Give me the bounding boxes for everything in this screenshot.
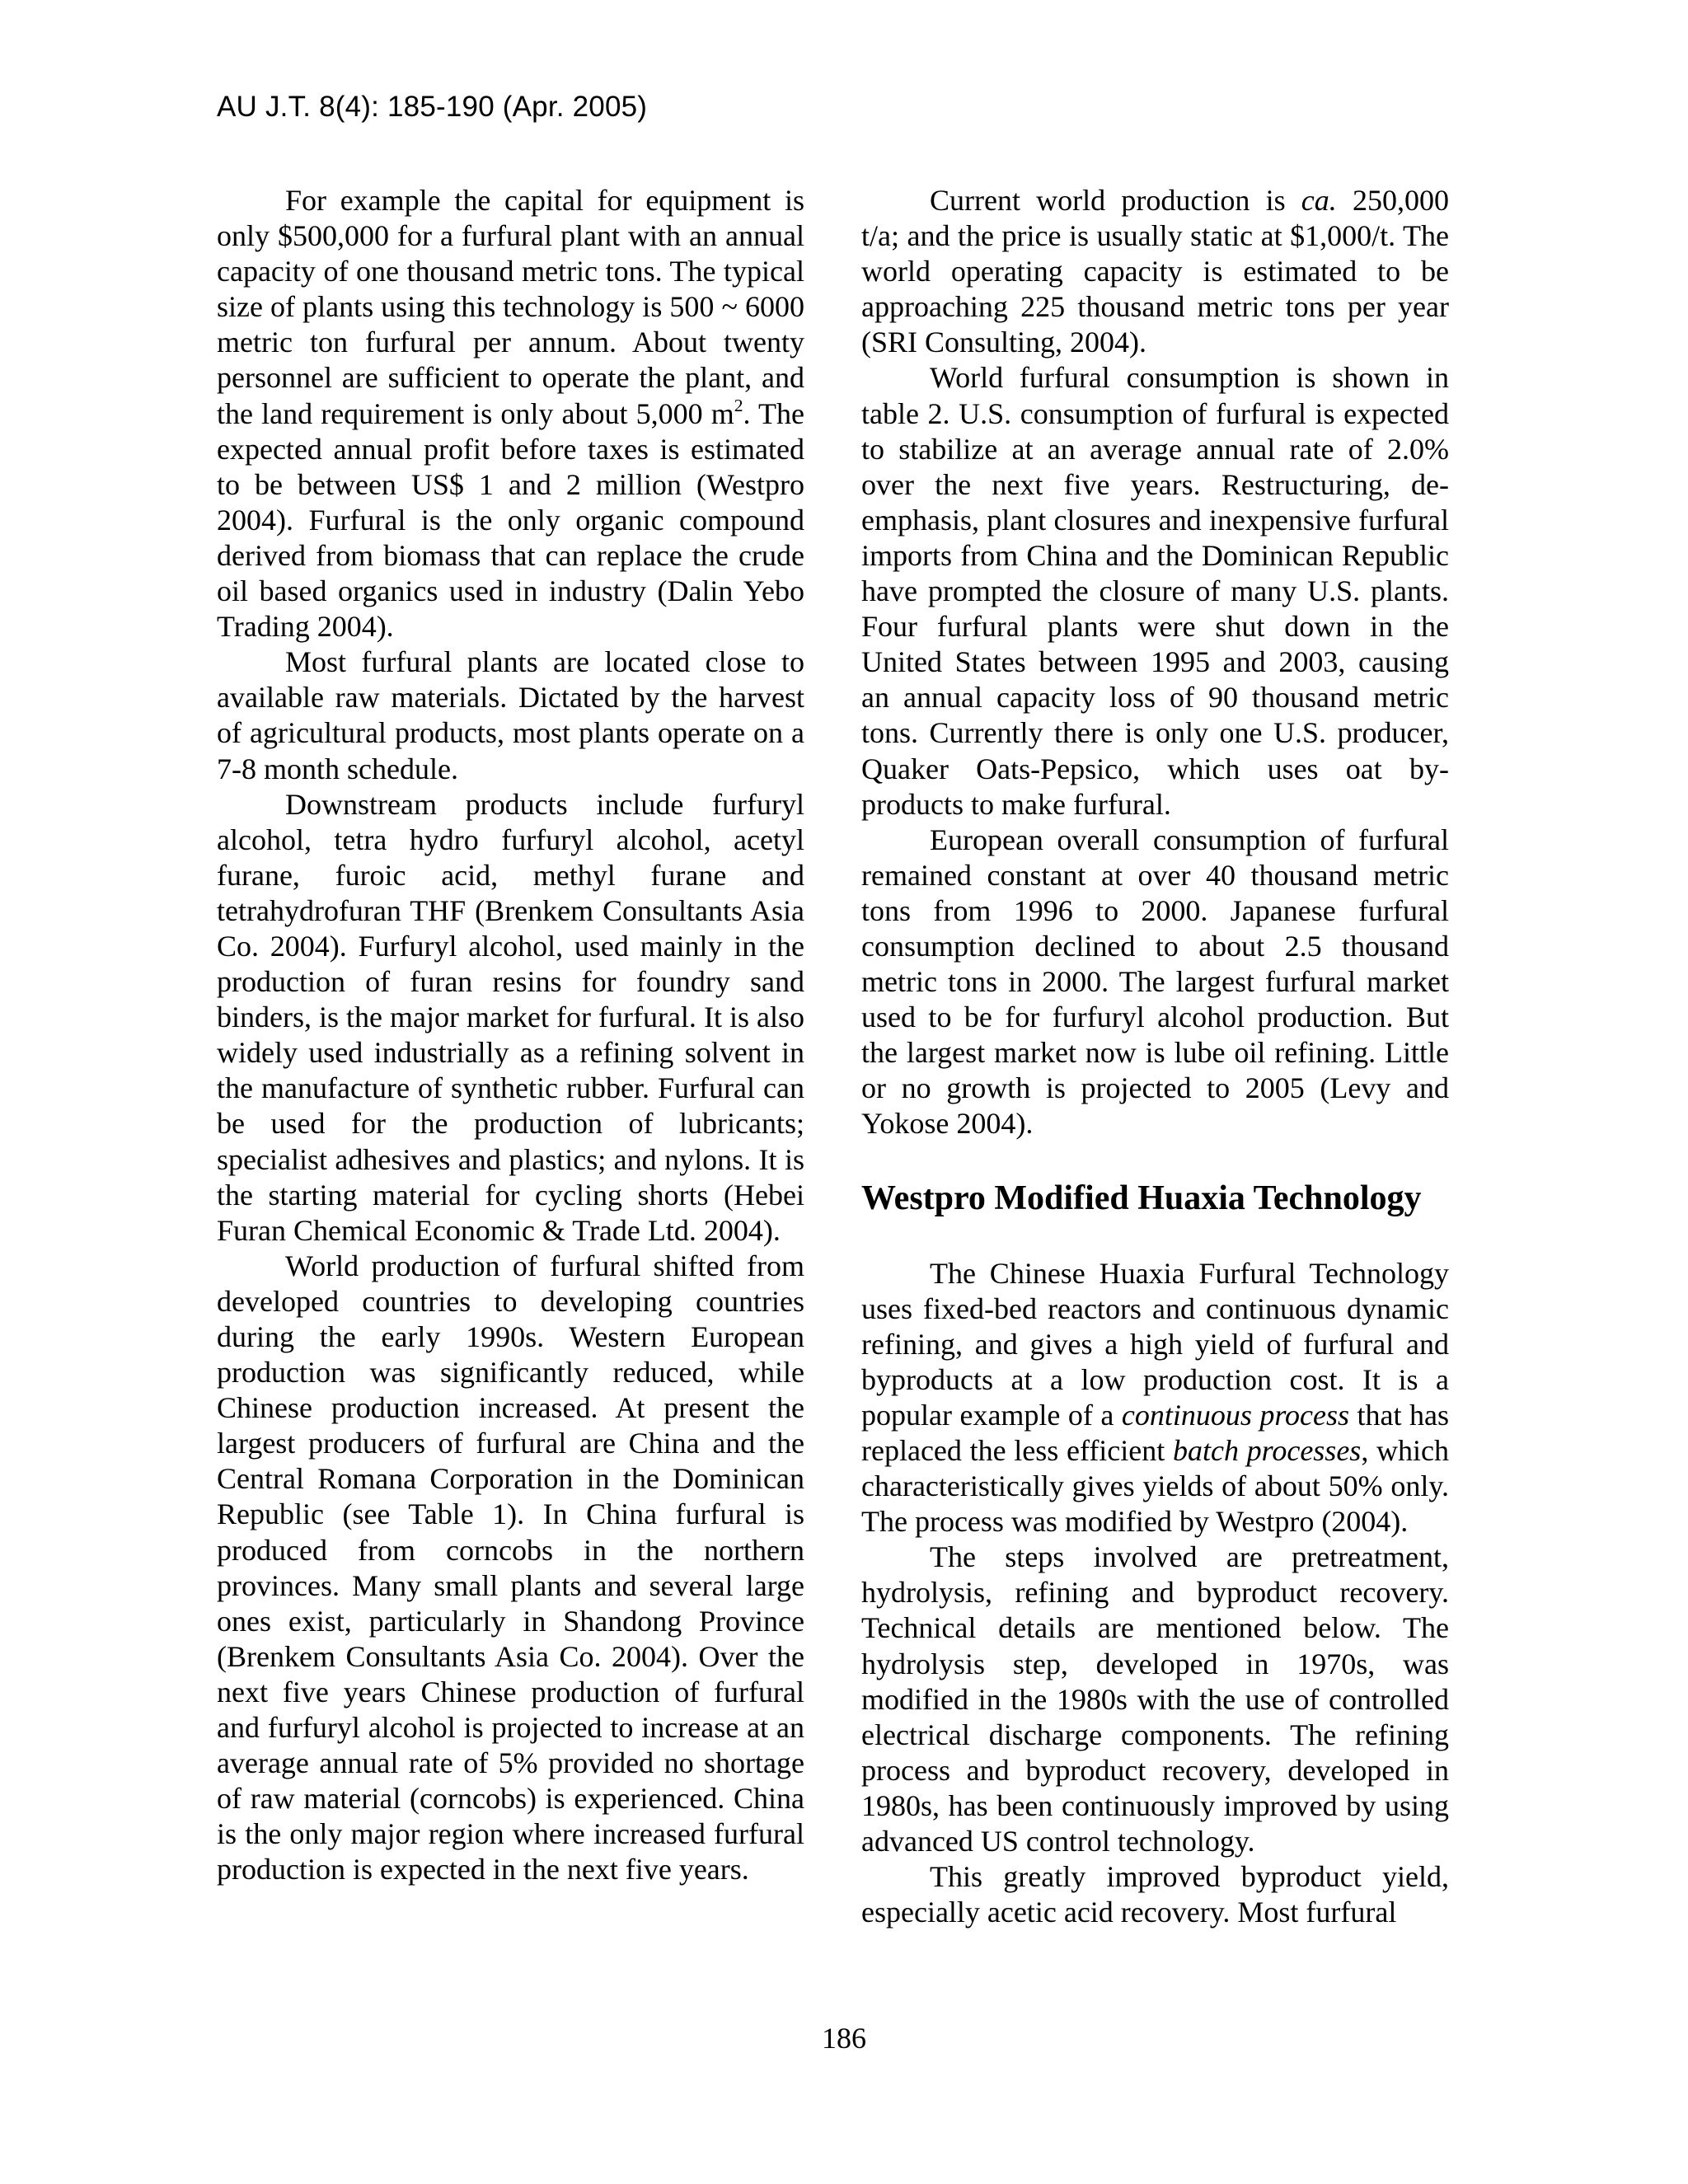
right-paragraph-2: World furfural consumption is shown in table 2. U.S. consumption of furfural is expected to stabilize at an average annual rate of 2.0% over the next five years. Restructuring, de-emphasis, plant closures and inexpensive furfural imports from China and the Dominican Republic have prompted the closure of many U.S. plants. Four furfural plants were shut down in the United States between 1995 and 2003, causing an annual capacity loss of 90 thousand metric tons. Currently there is only one U.S. producer, Quaker Oats-Pepsico, which uses oat by-products to make furfural. — [861, 361, 1449, 821]
right-paragraph-1: Current world production is ca. 250,000 t/a; and the price is usually static at $1,000/t. The world operating capacity is estimated to be approaching 225 thousand metric tons per year (SRI Consulting, 2004). — [861, 184, 1449, 359]
left-paragraph-3: Downstream products include furfuryl alcohol, tetra hydro furfuryl alcohol, acetyl furane, furoic acid, methyl furane and tetrahydrofuran THF (Brenkem Consultants Asia Co. 2004). Furfuryl alcohol, used mainly in the production of furan resins for foundry sand binders, is the major market for furfural. It is also widely used industrially as a refining solvent in the manufacture of synthetic rubber. Furfural can be used for the production of lubricants; specialist adhesives and plastics; and nylons. It is the starting material for cycling shorts (Hebei Furan Chemical Economic & Trade Ltd. 2004). — [217, 787, 804, 1247]
left-paragraph-2: Most furfural plants are located close to available raw materials. Dictated by the harvest of agricultural products, most plants operate on a 7-8 month schedule. — [217, 645, 804, 785]
section-heading: Westpro Modified Huaxia Technology — [861, 1179, 1422, 1217]
left-paragraph-4: World production of furfural shifted from developed countries to developing countries during the early 1990s. Western European production was significantly reduced, while Chinese production increased. At present the largest producers of furfural are China and the Central Romana Corporation in the Dominican Republic (see Table 1). In China furfural is produced from corncobs in the northern provinces. Many small plants and several large ones exist, particularly in Shandong Province (Brenkem Consultants Asia Co. 2004). Over the next five years Chinese production of furfural and furfuryl alcohol is projected to increase at an average annual rate of 5% provided no shortage of raw material (corncobs) is experienced. China is the only major region where increased furfural production is expected in the next five years. — [217, 1249, 804, 1886]
running-header: AU J.T. 8(4): 185-190 (Apr. 2005) — [217, 91, 648, 123]
right-column — [861, 183, 1449, 1930]
page-number: 186 — [822, 2022, 866, 2055]
right-paragraph-6: This greatly improved byproduct yield, especially acetic acid recovery. Most furfural — [861, 1860, 1449, 1929]
right-paragraph-5: The steps involved are pretreatment, hydrolysis, refining and byproduct recovery. Technical details are mentioned below. The hydrolysis step, developed in 1970s, was modified in the 1980s with the use of controlled electrical discharge components. The refining process and byproduct recovery, developed in 1980s, has been continuously improved by using advanced US control technology. — [861, 1540, 1449, 1858]
left-paragraph-1: For example the capital for equipment is only $500,000 for a furfural plant with an annual capacity of one thousand metric tons. The typical size of plants using this technology is 500 ~ 6000 metric ton furfural per annum. About twenty personnel are sufficient to operate the plant, and the land requirement is only about 5,000 $m^2$. The expected annual profit before taxes is estimated to be between US$ 1 and 2 million (Westpro 2004). Furfural is the only organic compound derived from biomass that can replace the crude oil based organics used in industry (Dalin Yebo Trading 2004). — [217, 184, 804, 644]
left-column — [217, 183, 804, 1888]
right-paragraph-3: European overall consumption of furfural remained constant at over 40 thousand metric tons from 1996 to 2000. Japanese furfural consumption declined to about 2.5 thousand metric tons in 2000. The largest furfural market used to be for furfuryl alcohol production. But the largest market now is lube oil refining. Little or no growth is projected to 2005 (Levy and Yokose 2004). — [861, 823, 1449, 1141]
right-paragraph-4: The Chinese Huaxia Furfural Technology uses fixed-bed reactors and continuous dynamic refining, and gives a high yield of furfural and byproducts at a low production cost. It is a popular example of a continuous process that has replaced the less efficient batch processes, which characteristically gives yields of about 50% only. The process was modified by Westpro (2004). — [861, 1256, 1449, 1539]
